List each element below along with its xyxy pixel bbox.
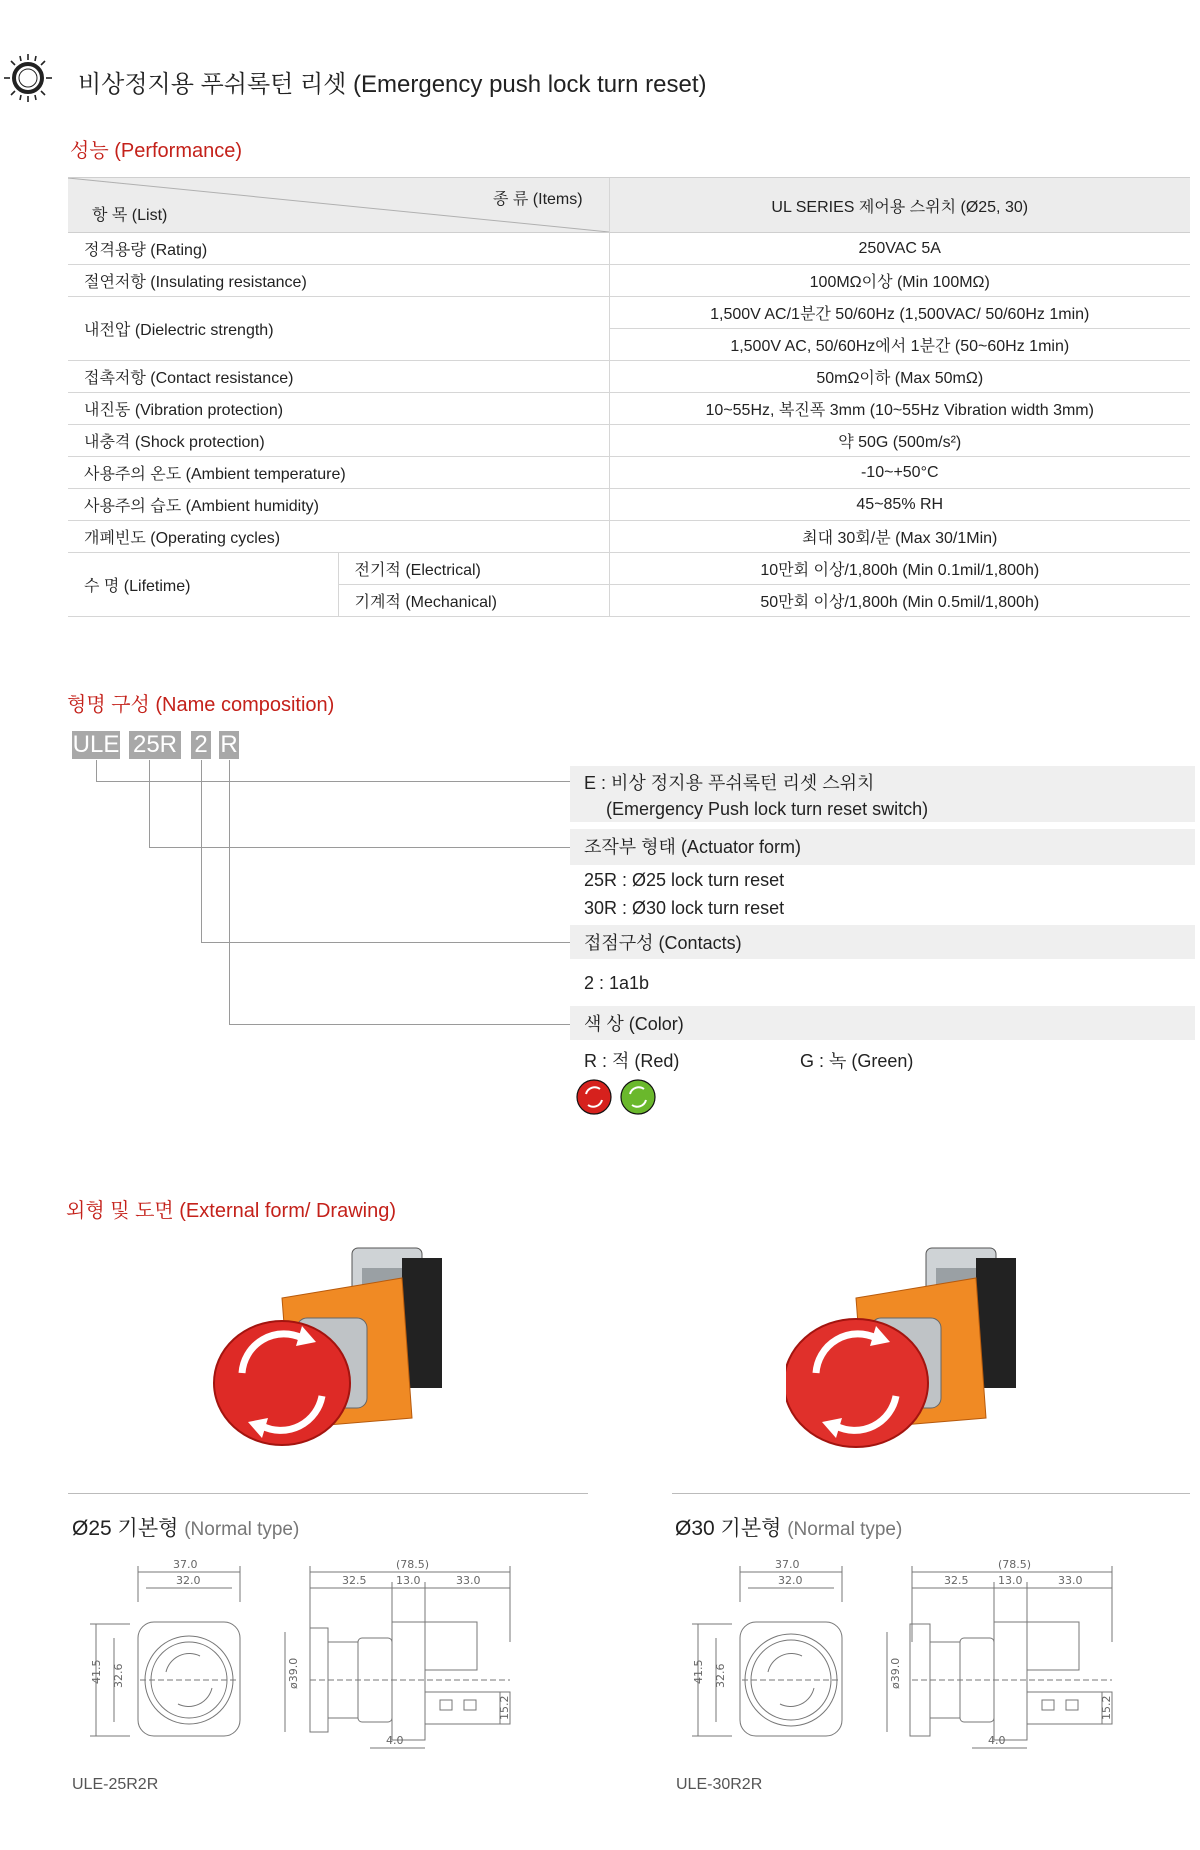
dim-side-a: 32.5 [944,1574,969,1587]
product-photo-30 [786,1238,1036,1458]
divider-right [672,1493,1190,1494]
table-row [68,457,1190,489]
dim-front-inner: 32.0 [176,1574,201,1587]
connector-line [229,1024,570,1025]
row-label: 정격용량 (Rating) [68,233,609,265]
actuator-30: 30R : Ø30 lock turn reset [584,898,785,918]
row-value: 100MΩ이상 (Min 100MΩ) [609,265,1190,297]
row-label: 내진동 (Vibration protection) [68,393,609,425]
code-2: 2 [191,731,211,759]
connector-line [229,760,230,1024]
actuator-25: 25R : Ø25 lock turn reset [584,870,785,890]
dim-side-dia: ø39.0 [889,1657,902,1689]
table-row [68,489,1190,521]
dim-side-total: (78.5) [998,1558,1032,1571]
table-row [68,521,1190,553]
connector-line [149,760,150,847]
row-label: 내전압 (Dielectric strength) [68,297,609,361]
connector-line [96,781,570,782]
row-value: 45~85% RH [609,489,1190,521]
dim-side-a: 32.5 [342,1574,367,1587]
row-value: 50mΩ이하 (Max 50mΩ) [609,361,1190,393]
table-row [68,425,1190,457]
row-sublabel: 기계적 (Mechanical) [338,585,609,617]
dim-front-inner-h: 32.6 [714,1663,727,1688]
row-value: 1,500V AC/1분간 50/60Hz (1,500VAC/ 50/60Hz 1min) [609,297,1190,329]
code-25r: 25R [129,731,181,759]
table-row [68,233,1190,265]
right-type: (Normal type) [787,1519,903,1540]
code-ule: ULE [72,731,120,758]
color-green: G : 녹 (Green) [800,1051,914,1071]
dim-side-h: 15.2 [1100,1695,1113,1720]
row-value: 10만회 이상/1,800h (Min 0.1mil/1,800h) [609,553,1190,585]
dim-side-b: 13.0 [396,1574,421,1587]
dim-front-inner: 32.0 [778,1574,803,1587]
dim-side-total: (78.5) [396,1558,430,1571]
header-series: UL SERIES 제어용 스위치 (Ø25, 30) [609,178,1190,233]
row-value: 최대 30회/분 (Max 30/1Min) [609,521,1190,553]
dim-front-h: 41.5 [692,1659,705,1684]
actuator-title: 조작부 형태 (Actuator form) [570,829,1195,865]
connector-line [201,760,202,942]
dim-side-c: 33.0 [456,1574,481,1587]
color-swatches [576,1078,666,1116]
row-label: 사용주의 습도 (Ambient humidity) [68,489,609,521]
table-row [68,393,1190,425]
row-label: 사용주의 온도 (Ambient temperature) [68,457,609,489]
table-row [68,265,1190,297]
divider-left [68,1493,588,1494]
drawing-25 [80,1552,520,1752]
row-value: -10~+50°C [609,457,1190,489]
dim-side-h: 15.2 [498,1695,511,1720]
contacts-value: 2 : 1a1b [584,973,650,993]
row-label: 절연저항 (Insulating resistance) [68,265,609,297]
contacts-title: 접점구성 (Contacts) [570,925,1195,959]
dim-side-dia: ø39.0 [287,1657,300,1689]
left-size: Ø25 기본형 [72,1517,179,1540]
dim-front-w: 37.0 [173,1558,198,1571]
code-r: R [220,731,238,758]
product-photo-25 [212,1238,462,1458]
red-swatch-icon [577,1080,611,1114]
connector-line [96,760,97,781]
e-line1: E : 비상 정지용 푸쉬록턴 리셋 스위치 [584,773,875,793]
e-line2: (Emergency Push lock turn reset switch) [606,799,929,819]
performance-section-title: 성능 (Performance) [70,140,243,162]
right-subhead [675,1512,902,1542]
sun-icon [4,48,52,108]
model-left: ULE-25R2R [72,1776,159,1793]
header-items: 종 류 (Items) [493,191,583,208]
connector-line [201,942,570,943]
row-label: 개폐빈도 (Operating cycles) [68,521,609,553]
performance-table [68,177,1190,617]
table-header-row [68,178,1190,233]
page-title: 비상정지용 푸쉬록턴 리셋 (Emergency push lock turn reset) [78,71,707,98]
row-value: 약 50G (500m/s²) [609,425,1190,457]
connector-line [149,847,570,848]
row-value: 50만회 이상/1,800h (Min 0.5mil/1,800h) [609,585,1190,617]
model-right: ULE-30R2R [676,1776,763,1793]
left-subhead [72,1512,299,1542]
dim-side-b: 13.0 [998,1574,1023,1587]
row-label: 접촉저항 (Contact resistance) [68,361,609,393]
row-sublabel: 전기적 (Electrical) [338,553,609,585]
header-list: 항 목 (List) [92,207,168,224]
composition-e-band [570,766,1195,822]
dim-side-c: 33.0 [1058,1574,1083,1587]
row-label: 수 명 (Lifetime) [68,553,338,617]
row-value: 1,500V AC, 50/60Hz에서 1분간 (50~60Hz 1min) [609,329,1190,361]
right-size: Ø30 기본형 [675,1517,782,1540]
left-type: (Normal type) [184,1519,300,1540]
dim-side-bottom: 4.0 [988,1734,1006,1747]
row-value: 250VAC 5A [609,233,1190,265]
green-swatch-icon [621,1080,655,1114]
dim-front-h: 41.5 [90,1659,103,1684]
color-title: 색 상 (Color) [570,1006,1195,1040]
row-label: 내충격 (Shock protection) [68,425,609,457]
dim-side-bottom: 4.0 [386,1734,404,1747]
dim-front-w: 37.0 [775,1558,800,1571]
composition-section-title: 형명 구성 (Name composition) [67,694,335,716]
table-row [68,553,1190,585]
drawing-section-title: 외형 및 도면 (External form/ Drawing) [66,1200,396,1222]
table-row [68,297,1190,329]
dim-front-inner-h: 32.6 [112,1663,125,1688]
row-value: 10~55Hz, 복진폭 3mm (10~55Hz Vibration width 3mm) [609,393,1190,425]
table-row [68,361,1190,393]
drawing-30 [682,1552,1122,1752]
color-red: R : 적 (Red) [584,1051,680,1071]
